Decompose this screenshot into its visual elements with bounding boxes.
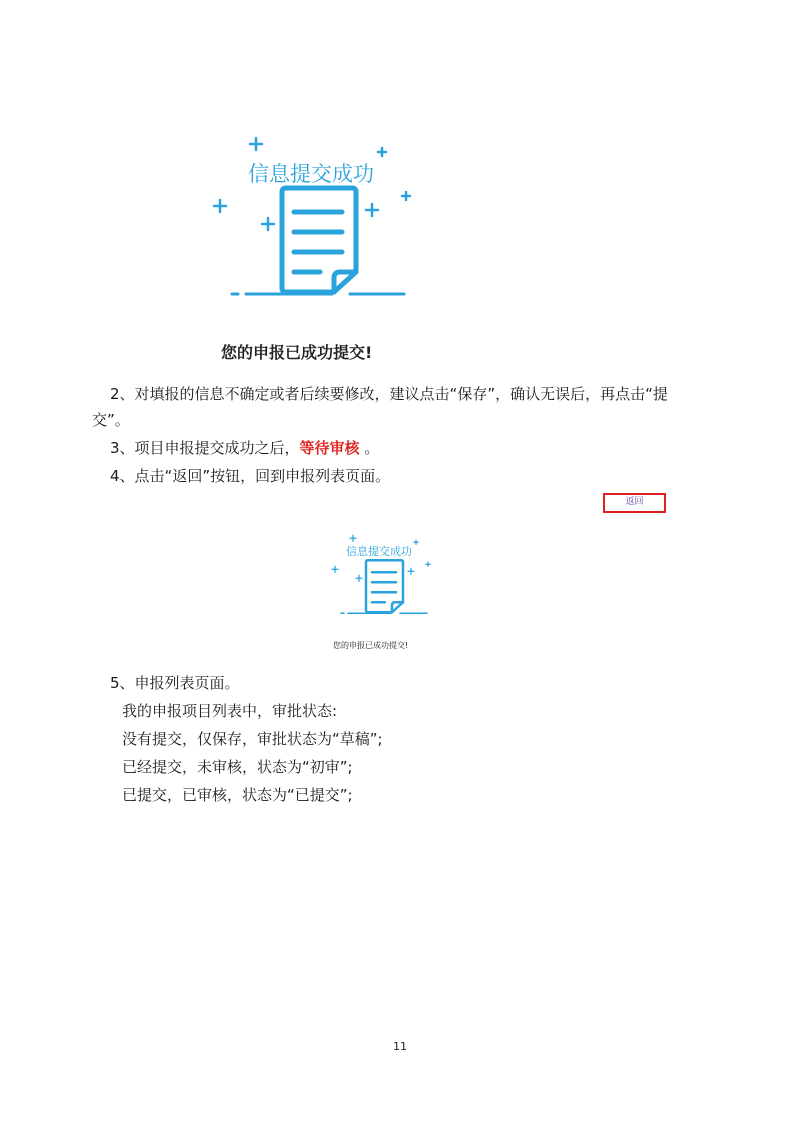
figure-title: 信息提交成功 <box>248 162 374 186</box>
figure-caption: 您的申报已成功提交! <box>221 343 373 362</box>
figure-title-small: 信息提交成功 <box>346 545 412 558</box>
step-4: 4、点击“返回”按钮，回到申报列表页面。 <box>110 467 391 485</box>
status-line-draft: 没有提交，仅保存，审批状态为“草稿”; <box>122 730 383 748</box>
status-line-initial-review: 已经提交，未审核，状态为“初审”; <box>122 758 353 776</box>
status-intro: 我的申报项目列表中，审批状态: <box>122 702 338 720</box>
success-figure-small <box>325 530 440 620</box>
step-3-prefix: 3、项目申报提交成功之后， <box>110 439 300 457</box>
status-line-submitted: 已提交，已审核，状态为“已提交”; <box>122 786 353 804</box>
document-success-icon <box>200 130 430 305</box>
success-figure-large <box>200 130 430 305</box>
step-2-line-2: 交”。 <box>92 411 130 429</box>
document-success-icon-small <box>325 530 440 620</box>
figure-caption-small: 您的申报已成功提交! <box>333 641 409 650</box>
step-2-line-1: 2、对填报的信息不确定或者后续要修改，建议点击“保存”，确认无误后，再点击“提 <box>110 385 668 403</box>
page-number: 11 <box>393 1040 407 1053</box>
step-5: 5、申报列表页面。 <box>110 674 240 692</box>
return-button[interactable]: 返回 <box>603 493 666 513</box>
step-3-highlight: 等待审核 <box>299 439 360 457</box>
step-3-suffix: 。 <box>359 439 380 457</box>
step-3 <box>110 437 379 459</box>
